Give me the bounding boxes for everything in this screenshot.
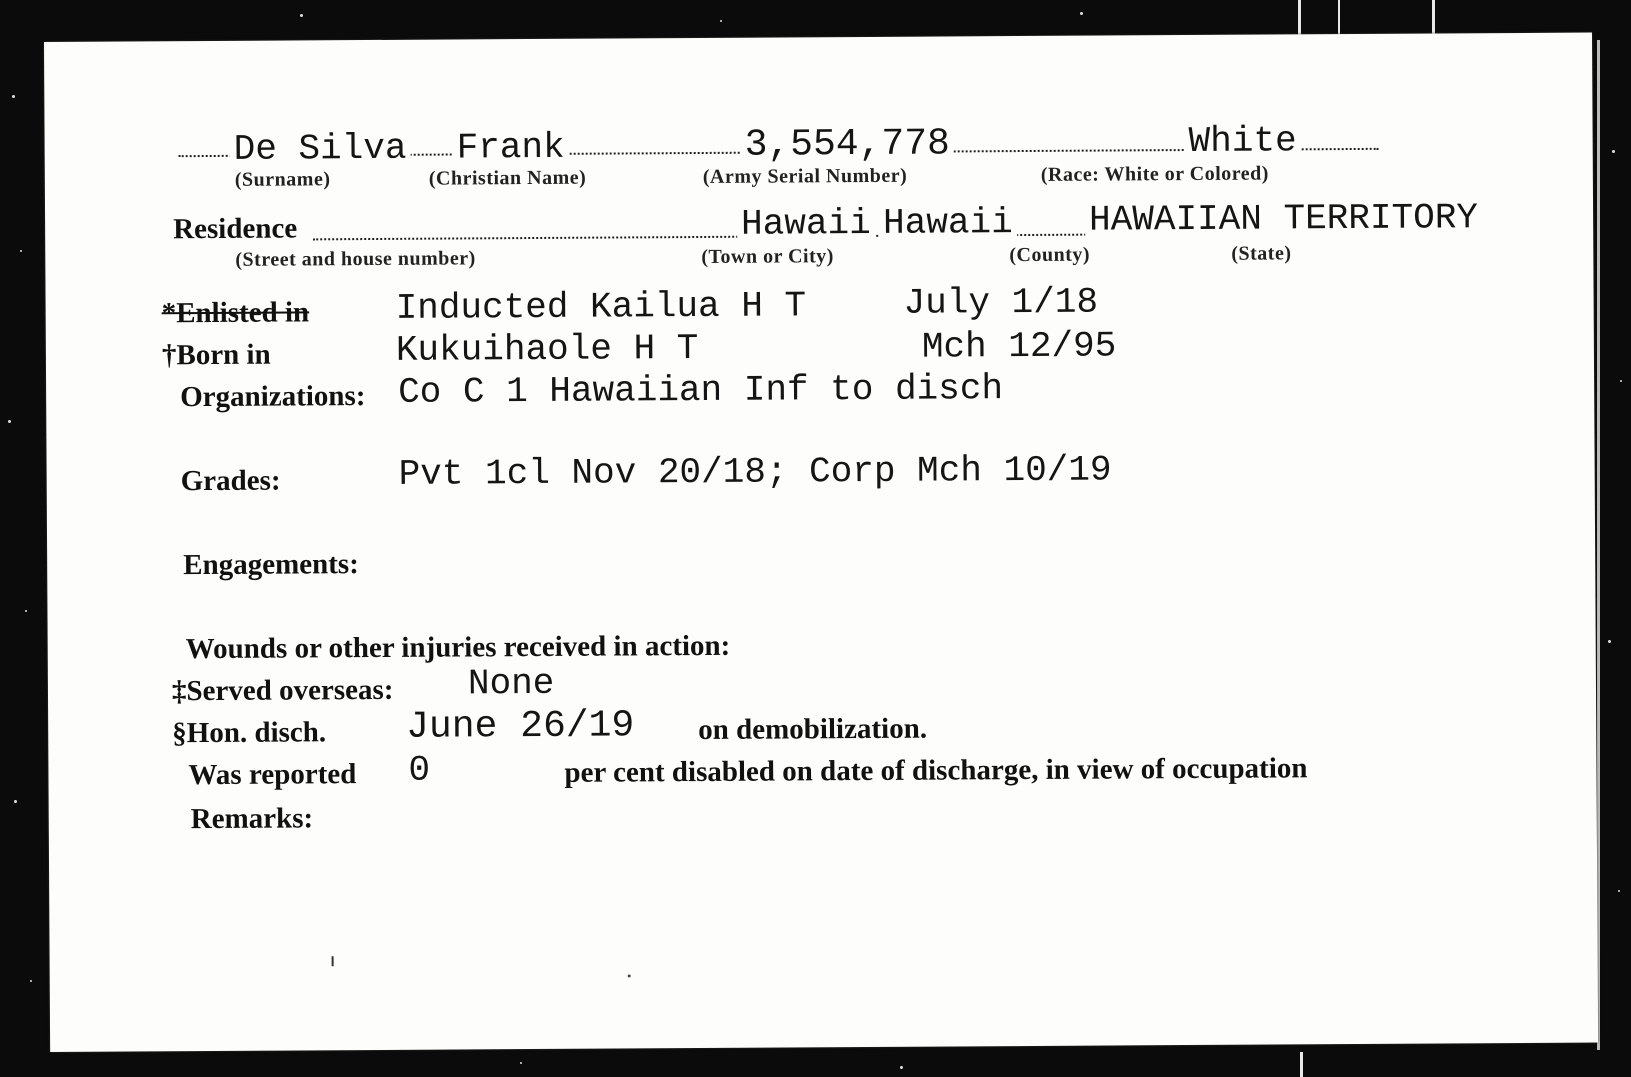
reported-label: Was reported [188, 758, 357, 792]
disch-suffix: on demobilization. [698, 712, 928, 747]
overseas-value: None [467, 662, 555, 705]
county-caption: (County) [1009, 243, 1091, 267]
disch-label: §Hon. disch. [172, 716, 327, 750]
enlisted-value: Inducted Kailua H T [395, 285, 807, 329]
town-value: Hawaii [737, 203, 875, 245]
state-caption: (State) [1231, 242, 1292, 265]
born-date: Mch 12/95 [921, 325, 1117, 368]
scan-mark [332, 956, 334, 966]
serial-number-value: 3,554,778 [741, 122, 954, 166]
christian-name-value: Frank [453, 127, 569, 169]
service-record-card [44, 33, 1598, 1052]
reported-value: 0 [408, 749, 431, 791]
overseas-label: ‡Served overseas: [171, 673, 394, 708]
street-caption: (Street and house number) [235, 247, 476, 271]
reported-suffix: per cent disabled on date of discharge, in view of occupation [564, 752, 1308, 789]
born-value: Kukuihaole H T [395, 328, 699, 371]
race-caption: (Race: White or Colored) [1040, 162, 1269, 186]
serial-number-caption: (Army Serial Number) [702, 164, 908, 188]
state-value: HAWAIIAN TERRITORY [1085, 197, 1482, 240]
grades-value: Pvt 1cl Nov 20/18; Corp Mch 10/19 [398, 449, 1112, 495]
christian-name-caption: (Christian Name) [428, 166, 587, 190]
county-value: Hawaii [879, 202, 1017, 244]
wounds-label: Wounds or other injuries received in action: [185, 629, 731, 666]
residence-label: Residence [173, 212, 298, 246]
race-value: White [1185, 120, 1301, 162]
remarks-label: Remarks: [190, 802, 314, 836]
engagements-label: Engagements: [183, 548, 359, 582]
surname-caption: (Surname) [234, 168, 331, 191]
disch-value: June 26/19 [406, 704, 635, 749]
scan-dot [628, 974, 631, 977]
enlisted-label: *Enlisted in [161, 296, 310, 330]
organizations-value: Co C 1 Hawaiian Inf to disch [398, 368, 1004, 413]
enlisted-date: July 1/18 [903, 281, 1099, 324]
born-label: †Born in [161, 338, 271, 372]
town-caption: (Town or City) [701, 245, 834, 268]
organizations-label: Organizations: [180, 380, 366, 414]
surname-value: De Silva [230, 128, 411, 170]
grades-label: Grades: [180, 464, 281, 498]
